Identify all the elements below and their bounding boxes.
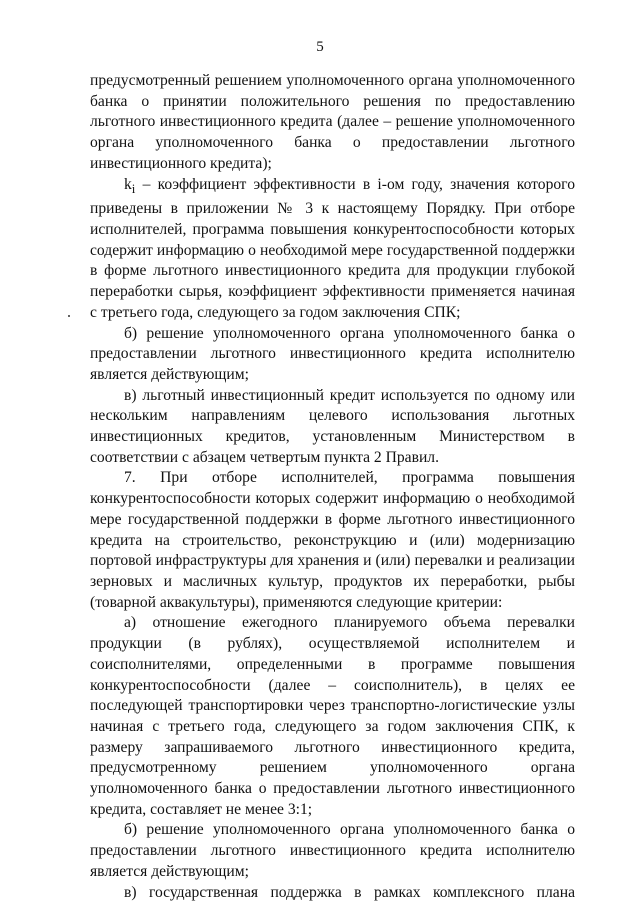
paragraph-criterion-c: в) государственная поддержка в рамках комплексного плана: [124, 883, 575, 901]
paragraph-item-c: в) льготный инвестиционный кредит используется по одному или нескольким направлениям целевого использования льготных инвестиционных кредитов, установленным Министерством в соответствии с абзацем четвертым пункта 2 Правил.: [90, 386, 575, 466]
paragraph-credit-decision: предусмотренный решением уполномоченного органа уполномоченного банка о принятии положительного решения по предоставлению льготного инвестиционного кредита (далее – решение уполномоченного органа уполномоченного банка о предоставлении льготного инвестиционного кредита);: [90, 72, 575, 172]
scan-mark: [68, 315, 70, 317]
paragraph-criterion-a: а) отношение ежегодного планируемого объема перевалки продукции (в рублях), осуществляемой исполнителем и соисполнителями, определенными в программе повышения конкурентоспособности (далее – соисполнитель), в целях ее последующей транспортировки через транспортно-логистические узлы начиная с третьего года, следующего за годом заключения СПК, к размеру запрашиваемого льготного инвестиционного кредита, предусмотренному решением уполномоченного органа уполномоченного банка о предоставлении льготного инвестиционного кредита, составляет не менее 3:1;: [90, 614, 575, 818]
coefficient-symbol: k: [124, 175, 132, 193]
paragraph-criterion-b: б) решение уполномоченного органа уполномоченного банка о предоставлении льготного инвестиционного кредита исполнителю является действующим;: [90, 821, 575, 880]
coefficient-subscript: i: [131, 180, 136, 196]
document-body: [90, 71, 575, 903]
paragraph-item-b: б) решение уполномоченного органа уполномоченного банка о предоставлении льготного инвестиционного кредита исполнителю является действующим;: [90, 324, 575, 383]
paragraph-efficiency-coefficient: [90, 175, 575, 324]
paragraph-clause-7: 7. При отборе исполнителей, программа повышения конкурентоспособности которых содержит информацию о необходимой мере государственной поддержки в форме льготного инвестиционного кредита на строительство, реконструкцию и (или) модернизацию портовой инфраструктуры для хранения и (или) перевалки и реализации зерновых и масличных культур, продуктов их переработки, рыбы (товарной аквакультуры), применяются следующие критерии:: [90, 469, 575, 611]
coefficient-description: – коэффициент эффективности в i-ом году, значения которого приведены в приложении № 3 к настоящему Порядку. При отборе исполнителей, программа повышения конкурентоспособности которых содержит информацию о необходимой мере государственной поддержки в форме льготного инвестиционного кредита для продукции глубокой переработки сырья, коэффициент эффективности применяется начиная с третьего года, следующего за годом заключения СПК;: [90, 175, 575, 321]
page-number: 5: [316, 39, 324, 55]
